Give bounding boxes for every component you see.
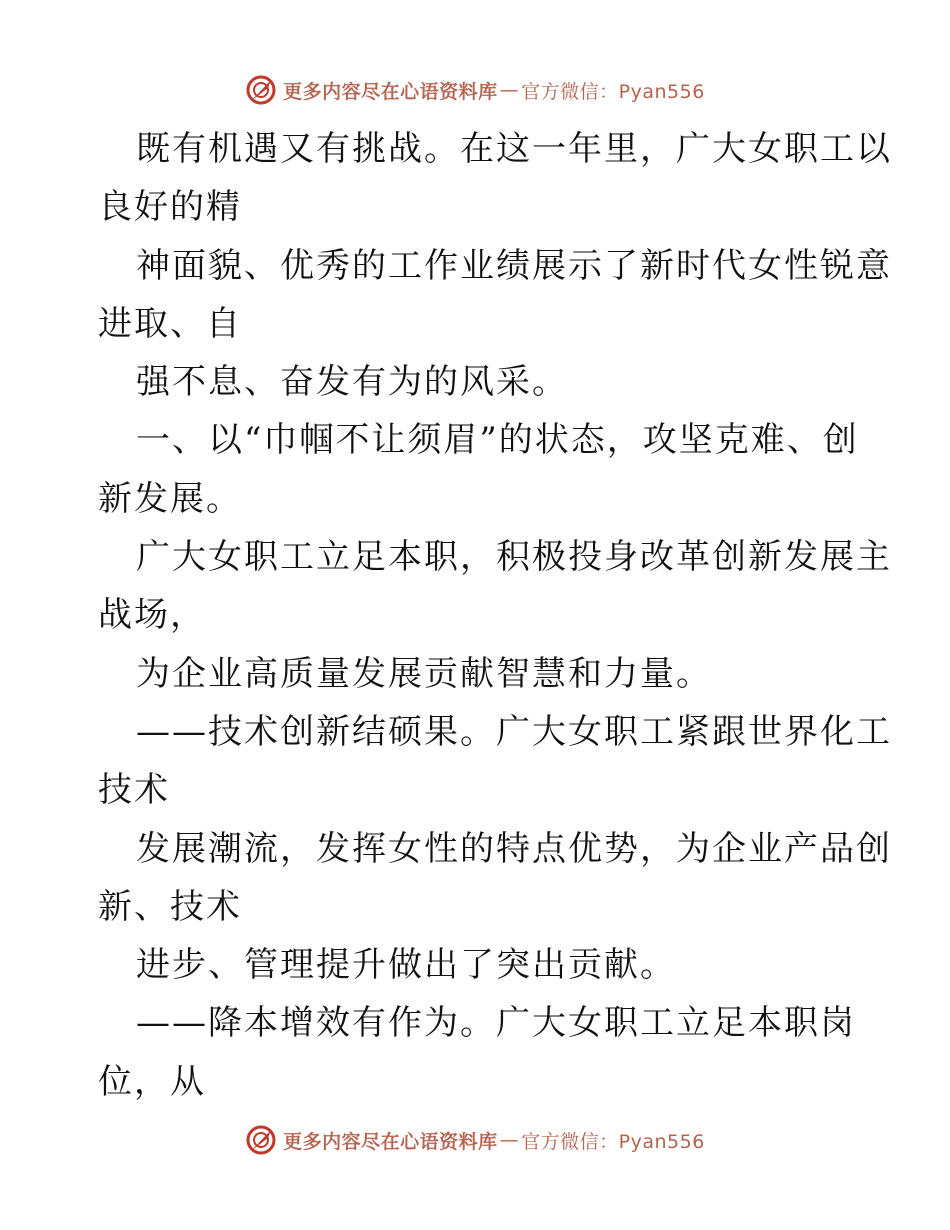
text-line: 良好的精 — [98, 187, 242, 228]
text-line: 进步、管理提升做出了突出贡献。 — [136, 945, 676, 986]
text-line: 新发展。 — [98, 478, 242, 519]
footer-watermark-banner — [0, 1120, 950, 1160]
text-line: 广大女职工立足本职，积极投身改革创新发展主 — [136, 537, 892, 578]
text-line: ——降本增效有作为。广大女职工立足本职岗 — [136, 1003, 856, 1044]
banner-dash: — — [499, 1129, 520, 1151]
banner-subtitle: 官方微信：Pyan556 — [521, 1130, 705, 1153]
document-body — [98, 120, 892, 1111]
text-line: 发展潮流，发挥女性的特点优势，为企业产品创 — [136, 828, 892, 869]
text-line: 技术 — [98, 770, 170, 811]
section-heading: 一、以“巾帼不让须眉”的状态，攻坚克难、创 — [136, 420, 859, 461]
quill-logo-icon — [245, 74, 277, 106]
banner-title: 更多内容尽在心语资料库 — [283, 1130, 498, 1153]
text-line: 新、技术 — [98, 886, 242, 927]
header-watermark-banner — [0, 70, 950, 110]
quill-logo-icon — [245, 1124, 277, 1156]
banner-dash: — — [499, 79, 520, 101]
banner-subtitle: 官方微信：Pyan556 — [521, 80, 705, 103]
banner-title: 更多内容尽在心语资料库 — [283, 80, 498, 103]
text-line: 位，从 — [98, 1061, 206, 1102]
text-line: ——技术创新结硕果。广大女职工紧跟世界化工 — [136, 711, 892, 752]
text-line: 既有机遇又有挑战。在这一年里，广大女职工以 — [136, 129, 892, 169]
text-line: 为企业高质量发展贡献智慧和力量。 — [136, 653, 712, 694]
text-line: 进取、自 — [98, 303, 242, 344]
text-line: 强不息、奋发有为的风采。 — [136, 362, 568, 403]
text-line: 神面貌、优秀的工作业绩展示了新时代女性锐意 — [136, 245, 892, 286]
text-line: 战场， — [98, 595, 206, 636]
